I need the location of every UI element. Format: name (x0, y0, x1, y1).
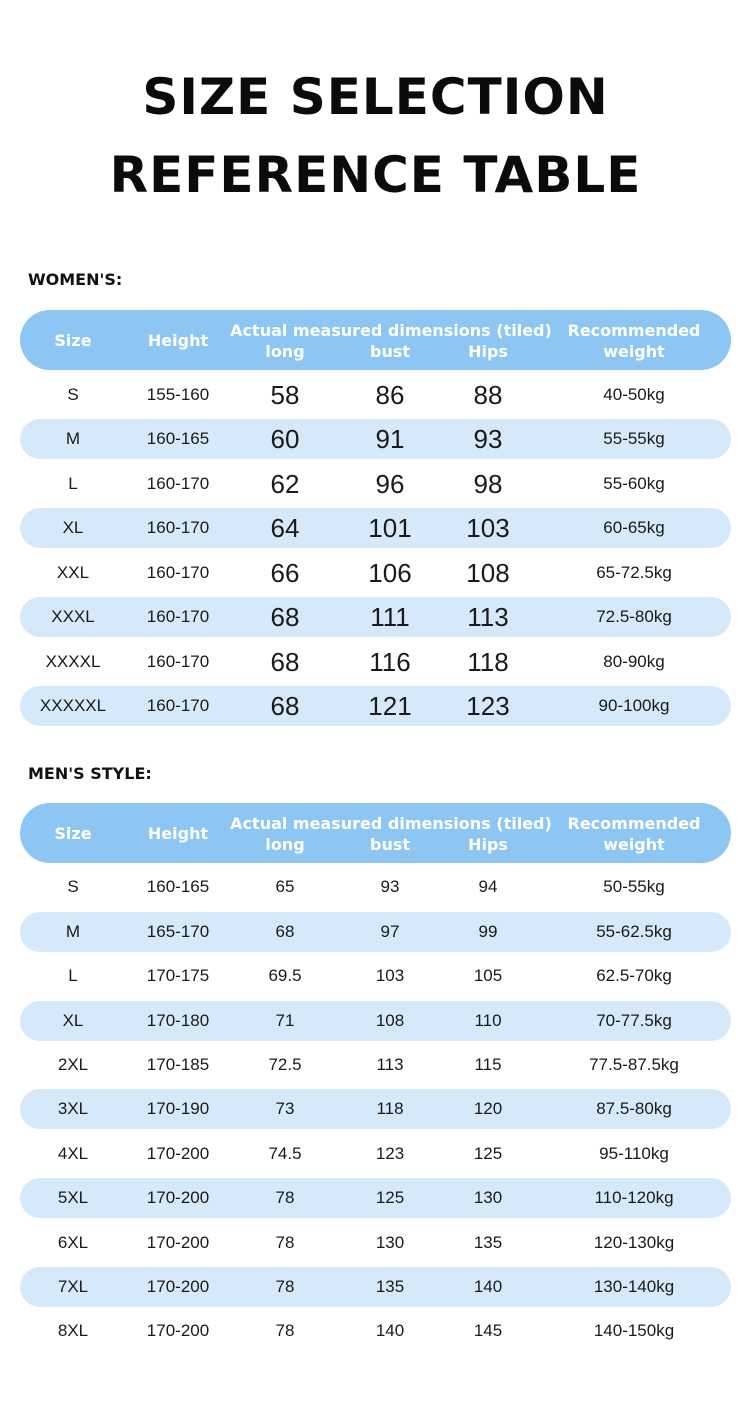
table-row (20, 867, 731, 907)
table-row (20, 1311, 731, 1351)
table-row (20, 642, 731, 682)
header-weight-line-2: weight (603, 342, 665, 361)
weight-cell: 72.5-80kg (596, 607, 672, 626)
height-cell: 170-200 (146, 1143, 210, 1163)
long-cell: 73 (275, 1099, 295, 1119)
size-cell: XL (62, 518, 84, 537)
hips-cell: 88 (473, 379, 503, 410)
height-cell: 160-165 (146, 877, 210, 897)
hips-cell: 108 (466, 557, 510, 588)
table-row (20, 375, 731, 415)
long-cell: 78 (275, 1188, 295, 1208)
bust-cell: 91 (375, 424, 405, 454)
bust-cell: 121 (368, 691, 412, 721)
bust-cell: 103 (375, 966, 405, 986)
long-cell: 66 (270, 557, 300, 588)
height-cell: 170-200 (146, 1276, 210, 1296)
hips-cell: 93 (473, 424, 503, 454)
page-title-line-1: SIZE SELECTION (142, 68, 609, 126)
long-cell: 58 (270, 379, 300, 410)
size-cell: M (65, 921, 81, 941)
header-long: long (265, 342, 305, 361)
bust-cell: 140 (375, 1321, 405, 1341)
size-cell: XL (62, 1010, 84, 1030)
header-hips: Hips (468, 342, 508, 361)
hips-cell: 118 (467, 646, 509, 677)
height-cell: 170-190 (146, 1099, 210, 1119)
table-row (20, 597, 731, 637)
size-cell: 3XL (57, 1099, 89, 1119)
hips-cell: 145 (473, 1321, 503, 1341)
table-row (20, 956, 731, 996)
long-cell: 78 (275, 1232, 295, 1252)
page-title-line-2: REFERENCE TABLE (109, 146, 642, 204)
bust-cell: 106 (368, 557, 412, 588)
long-cell: 60 (270, 424, 300, 454)
men-size-table (20, 803, 731, 1351)
bust-cell: 86 (375, 379, 405, 410)
hips-cell: 98 (473, 468, 503, 499)
size-cell: S (67, 877, 79, 897)
height-cell: 160-170 (146, 562, 210, 582)
table-row (20, 1001, 731, 1041)
bust-cell: 97 (380, 921, 400, 941)
men-table-header (20, 803, 731, 863)
bust-cell: 123 (375, 1143, 405, 1163)
table-row (20, 508, 731, 548)
long-cell: 78 (275, 1321, 295, 1341)
header-size: Size (54, 331, 92, 350)
height-cell: 160-170 (146, 607, 210, 626)
weight-cell: 95-110kg (599, 1143, 669, 1163)
size-cell: 4XL (57, 1143, 89, 1163)
height-cell: 160-170 (146, 651, 210, 671)
long-cell: 78 (275, 1276, 295, 1296)
table-row (20, 686, 731, 726)
weight-cell: 140-150kg (593, 1321, 675, 1341)
weight-cell: 55-60kg (603, 473, 665, 493)
weight-cell: 120-130kg (593, 1232, 675, 1252)
long-cell: 68 (270, 602, 300, 632)
weight-cell: 80-90kg (603, 651, 665, 671)
bust-cell: 108 (375, 1010, 405, 1030)
long-cell: 68 (270, 691, 300, 721)
hips-cell: 140 (473, 1276, 503, 1296)
header-hips: Hips (468, 835, 508, 854)
header-measured-group: Actual measured dimensions (tiled) (230, 321, 552, 340)
height-cell: 170-200 (146, 1321, 210, 1341)
header-weight-line-1: Recommended (567, 814, 701, 833)
size-cell: XXXL (51, 607, 95, 626)
size-cell: 6XL (57, 1232, 89, 1252)
weight-cell: 110-120kg (594, 1188, 674, 1208)
bust-cell: 116 (369, 646, 411, 677)
hips-cell: 115 (474, 1054, 502, 1074)
bust-cell: 113 (376, 1054, 404, 1074)
height-cell: 165-170 (146, 921, 210, 941)
weight-cell: 40-50kg (603, 384, 665, 404)
long-cell: 62 (270, 468, 300, 499)
bust-cell: 101 (368, 513, 412, 543)
height-cell: 170-180 (146, 1010, 210, 1030)
long-cell: 68 (270, 646, 300, 677)
header-height: Height (147, 824, 209, 843)
weight-cell: 62.5-70kg (596, 966, 672, 986)
table-row (20, 1223, 731, 1263)
hips-cell: 123 (466, 691, 510, 721)
bust-cell: 125 (375, 1188, 405, 1208)
height-cell: 160-170 (146, 518, 210, 537)
women-table-header (20, 310, 731, 370)
weight-cell: 50-55kg (603, 877, 665, 897)
hips-cell: 103 (466, 513, 510, 543)
men-table-body (20, 867, 731, 1351)
bust-cell: 135 (375, 1276, 405, 1296)
hips-cell: 99 (478, 921, 498, 941)
weight-cell: 70-77.5kg (596, 1010, 672, 1030)
size-cell: XXXXL (45, 651, 101, 671)
women-section-label: WOMEN'S: (28, 270, 123, 289)
bust-cell: 111 (370, 602, 410, 632)
table-row (20, 1178, 731, 1218)
women-table-body (20, 375, 731, 727)
size-cell: M (65, 429, 81, 448)
header-measured-group: Actual measured dimensions (tiled) (230, 814, 552, 833)
size-cell: XXL (56, 562, 90, 582)
table-row (20, 1045, 731, 1085)
long-cell: 74.5 (268, 1143, 302, 1163)
table-row (20, 912, 731, 952)
size-cell: 7XL (57, 1276, 89, 1296)
height-cell: 155-160 (146, 384, 210, 404)
size-cell: 2XL (57, 1054, 89, 1074)
height-cell: 160-170 (146, 696, 210, 715)
table-row (20, 419, 731, 459)
bust-cell: 93 (380, 877, 400, 897)
long-cell: 68 (275, 921, 295, 941)
hips-cell: 94 (478, 877, 498, 897)
size-cell: L (68, 473, 78, 493)
header-bust: bust (369, 835, 410, 854)
height-cell: 170-185 (146, 1054, 210, 1074)
size-cell: 8XL (57, 1321, 89, 1341)
header-weight-line-2: weight (603, 835, 665, 854)
hips-cell: 113 (467, 602, 509, 632)
size-cell: 5XL (57, 1188, 89, 1208)
weight-cell: 130-140kg (593, 1276, 675, 1296)
women-size-table (20, 310, 731, 726)
weight-cell: 77.5-87.5kg (589, 1054, 679, 1074)
weight-cell: 55-55kg (603, 429, 665, 448)
header-height: Height (147, 331, 209, 350)
weight-cell: 87.5-80kg (596, 1099, 672, 1119)
hips-cell: 135 (473, 1232, 503, 1252)
hips-cell: 105 (473, 966, 503, 986)
weight-cell: 90-100kg (598, 696, 670, 715)
height-cell: 160-165 (146, 429, 210, 448)
table-row (20, 1089, 731, 1129)
height-cell: 170-175 (146, 966, 210, 986)
table-row (20, 553, 731, 593)
long-cell: 65 (275, 877, 295, 897)
long-cell: 71 (275, 1010, 295, 1030)
weight-cell: 60-65kg (603, 518, 665, 537)
size-cell: S (67, 384, 79, 404)
men-section-label: MEN'S STYLE: (28, 764, 152, 783)
table-row (20, 1134, 731, 1174)
long-cell: 64 (270, 513, 300, 543)
table-row (20, 464, 731, 504)
bust-cell: 118 (376, 1099, 404, 1119)
weight-cell: 65-72.5kg (596, 562, 672, 582)
hips-cell: 130 (473, 1188, 503, 1208)
height-cell: 170-200 (146, 1188, 210, 1208)
bust-cell: 96 (375, 468, 405, 499)
size-cell: XXXXXL (39, 696, 107, 715)
table-row (20, 1267, 731, 1307)
header-size: Size (54, 824, 92, 843)
hips-cell: 110 (474, 1010, 502, 1030)
header-bust: bust (369, 342, 410, 361)
hips-cell: 120 (473, 1099, 503, 1119)
header-long: long (265, 835, 305, 854)
hips-cell: 125 (473, 1143, 503, 1163)
long-cell: 69.5 (268, 966, 302, 986)
header-weight-line-1: Recommended (567, 321, 701, 340)
long-cell: 72.5 (268, 1054, 302, 1074)
weight-cell: 55-62.5kg (596, 921, 672, 941)
size-cell: L (68, 966, 78, 986)
height-cell: 160-170 (146, 473, 210, 493)
height-cell: 170-200 (146, 1232, 210, 1252)
bust-cell: 130 (375, 1232, 405, 1252)
